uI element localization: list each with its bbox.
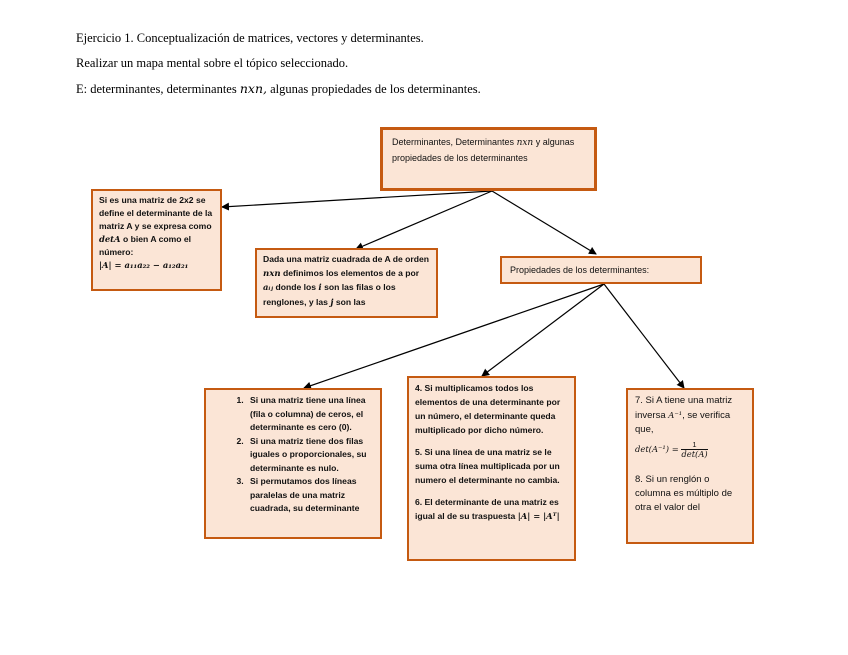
main-text-2: y algunas propiedades de los determinantes [392,137,575,163]
property-8: 8. Si un renglón o columna es múltiplo de otra el valor del [635,474,733,513]
middle-node-text [263,253,430,310]
property-7-text: 7. Si A tiene una matriz inversa [635,395,733,421]
property-item: 3. Si permutamos dos líneas paralelas de una matriz cuadrada, su determinante [246,475,374,516]
middle-italic-j: j [330,297,334,308]
left-math-det: detA [99,234,121,244]
property-4: 4. Si multiplicamos todos los elementos de una determinante por un número, el determinante queda multiplicado por dicho número. [415,383,561,435]
main-node [380,127,597,191]
property-item: 1. Si una matriz tiene una línea (fila o columna) de ceros, el determinante es cero (0). [246,394,374,435]
middle-text-3: donde los [273,282,319,292]
fraction-denominator: det(A) [681,449,708,459]
main-text-1: Determinantes, Determinantes [392,137,517,147]
middle-text-2: definimos los elementos de a por [280,267,420,278]
middle-italic-i: i [318,283,322,293]
properties-title: Propiedades de los determinantes: [510,265,650,275]
exercise-title: Ejercicio 1. Conceptualización de matrices, vectores y determinantes. [76,31,424,45]
middle-text-5: son las [333,296,366,307]
topic-suffix: algunas propiedades de los determinantes. [266,82,481,96]
main-node-text [392,135,585,166]
property-7-math: A⁻¹ [668,410,683,420]
left-node-text [99,194,214,272]
properties-456-node [407,376,576,561]
middle-math-aij: aᵢⱼ [263,282,274,292]
property-7-text-2: , se verifica que, [635,410,731,435]
property-6-text: 6. El determinante de una matriz es igual al de su traspuesta [415,497,559,521]
arrow-properties-to-78 [604,284,684,388]
property-7-fraction [681,440,707,459]
properties-78-node [626,388,754,544]
left-text-1: Si es una matriz de 2x2 se define el determinante de la matriz A y se expresa como [99,195,213,231]
arrow-properties-to-456 [482,284,604,376]
left-node [91,189,222,291]
arrow-main-to-left [222,191,492,207]
left-text-2: o bien A como el número: [99,234,192,257]
property-item: 2. Si una matriz tiene dos filas iguales o proporcionales, su determinante es nulo. [246,435,374,476]
property-7 [635,394,745,437]
fraction-numerator: 1 [692,440,697,449]
topic-italic: nxn, [239,81,267,96]
middle-text-1: Dada una matriz cuadrada de A de orden [263,254,430,264]
exercise-instruction: Realizar un mapa mental sobre el tópico seleccionado. [76,56,349,70]
middle-node [255,248,438,318]
middle-italic-nxn: nxn [263,268,281,279]
left-formula: |A| = a₁₁a₂₂ − a₁₂a₂₁ [99,260,189,270]
arrow-main-to-middle [356,191,492,249]
properties-node [500,256,702,284]
arrow-main-to-properties [492,191,596,254]
property-7-lhs: det(A⁻¹) = [635,444,679,455]
properties-list [212,394,374,516]
property-6-formula: |A| = |Aᵀ| [517,511,560,521]
topic-prefix: E: determinantes, determinantes [76,82,240,96]
properties-list-node [204,388,382,539]
middle-text-4: son las filas o los renglones, y las [263,282,396,307]
property-6 [415,495,568,523]
main-text-italic: nxn [516,138,534,148]
property-5: 5. Si una línea de una matriz se le suma otra línea multiplicada por un numero el determinante no cambia. [415,447,560,485]
property-7-formula [635,440,745,459]
